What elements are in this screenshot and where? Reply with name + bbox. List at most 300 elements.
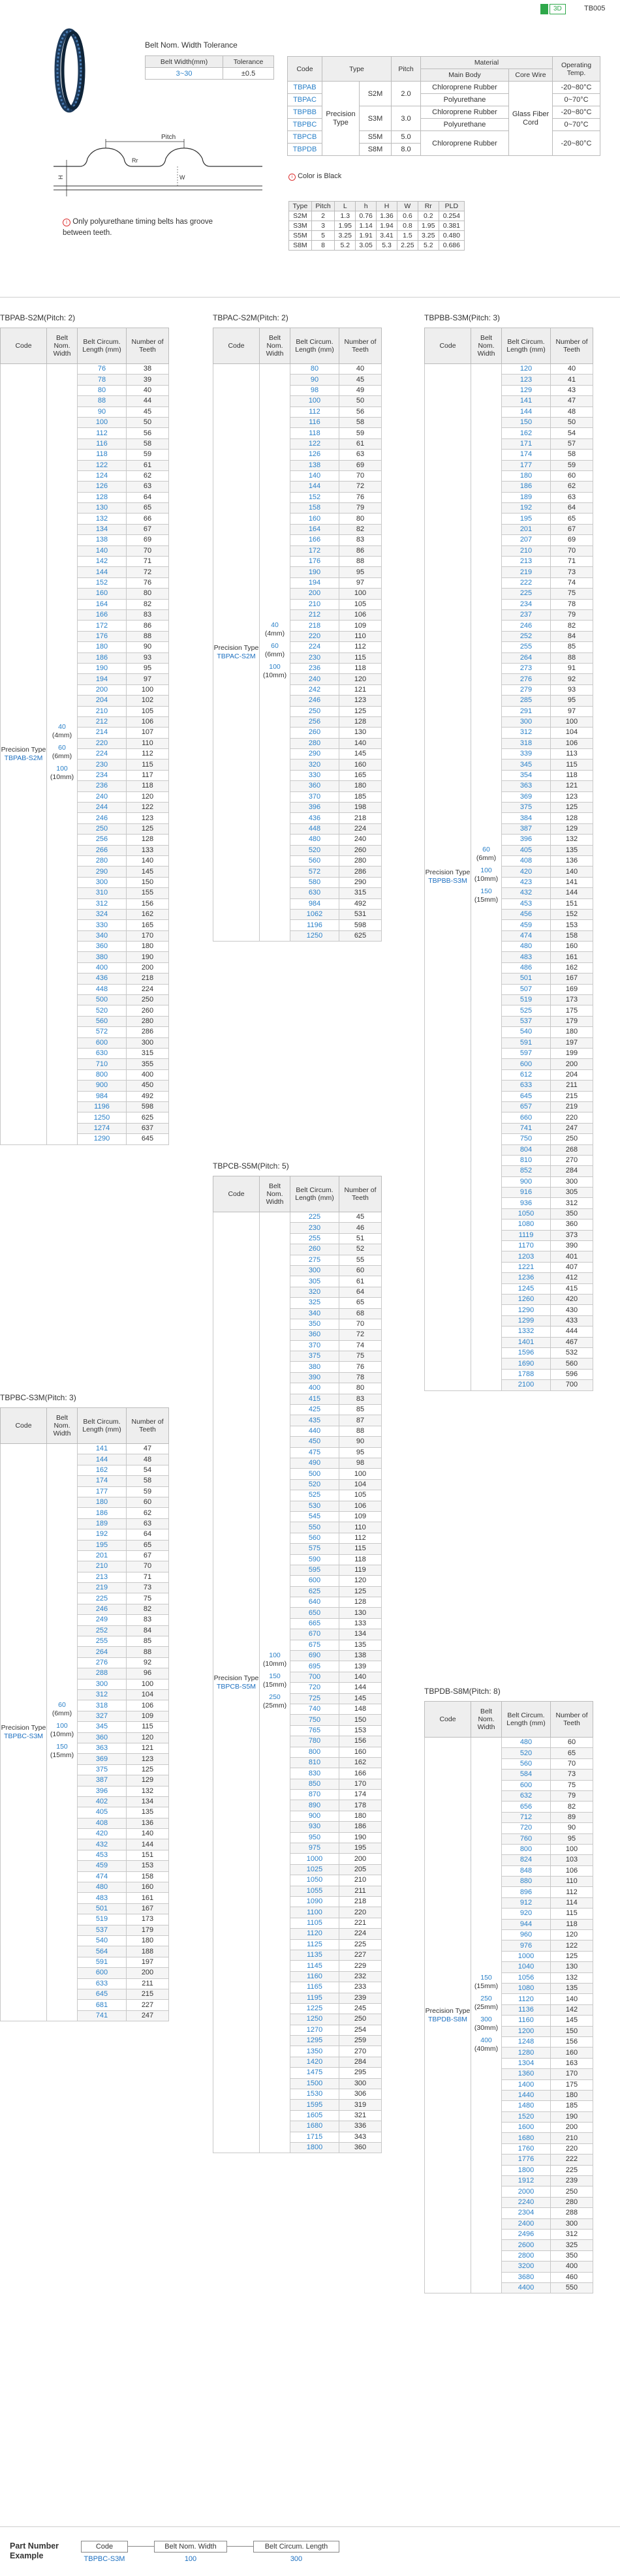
teeth-value: 109 — [339, 1511, 382, 1522]
tol-val2: ±0.5 — [223, 68, 274, 80]
teeth-value: 175 — [551, 2079, 593, 2090]
length-value: 1248 — [502, 2036, 551, 2047]
teeth-value: 65 — [127, 503, 169, 514]
dims-header: Type — [289, 202, 312, 211]
teeth-value: 88 — [551, 652, 593, 663]
length-value: 572 — [290, 866, 339, 877]
length-value: 246 — [78, 1604, 127, 1614]
teeth-value: 132 — [127, 1786, 169, 1796]
teeth-value: 197 — [127, 1957, 169, 1967]
length-value: 600 — [502, 1780, 551, 1790]
dims-cell: 1.95 — [418, 221, 439, 231]
length-value: 210 — [502, 545, 551, 556]
length-value: 436 — [78, 974, 127, 984]
dims-cell: 0.76 — [356, 211, 377, 221]
spec-h-code: Code — [288, 57, 322, 82]
length-value: 423 — [502, 877, 551, 887]
length-value: 276 — [502, 674, 551, 684]
teeth-value: 229 — [339, 1961, 382, 1971]
col-header-width: Belt Nom. Width — [471, 328, 502, 364]
length-value: 1250 — [78, 1112, 127, 1123]
length-value: 741 — [78, 2010, 127, 2021]
teeth-value: 300 — [551, 2218, 593, 2229]
teeth-value: 295 — [339, 2068, 382, 2078]
col-header-code: Code — [213, 328, 260, 364]
length-value: 1000 — [290, 1854, 339, 1864]
spec-main: Chloroprene Rubber — [421, 82, 509, 94]
teeth-value: 65 — [127, 1540, 169, 1550]
teeth-value: 105 — [127, 706, 169, 716]
length-value: 240 — [290, 674, 339, 684]
length-value: 162 — [78, 1465, 127, 1475]
length-value: 1120 — [502, 1994, 551, 2004]
teeth-value: 125 — [551, 1951, 593, 1961]
teeth-value: 100 — [339, 589, 382, 599]
length-value: 166 — [78, 609, 127, 620]
teeth-value: 90 — [127, 642, 169, 652]
teeth-value: 136 — [127, 1818, 169, 1828]
teeth-value: 110 — [551, 1877, 593, 1887]
teeth-value: 145 — [339, 749, 382, 759]
precision-type-label: Precision Type — [1, 1724, 46, 1732]
length-value: 112 — [78, 428, 127, 438]
dims-header: Rr — [418, 202, 439, 211]
length-value: 250 — [78, 823, 127, 834]
length-value: 480 — [502, 1738, 551, 1748]
teeth-value: 100 — [551, 1844, 593, 1854]
teeth-value: 156 — [127, 898, 169, 909]
dims-cell: 0.480 — [439, 231, 464, 241]
length-value: 1160 — [502, 2016, 551, 2026]
teeth-value: 82 — [551, 621, 593, 631]
width-options-cell — [471, 364, 502, 1391]
length-value: 152 — [290, 492, 339, 502]
teeth-value: 343 — [339, 2132, 382, 2142]
teeth-value: 82 — [339, 524, 382, 534]
teeth-value: 79 — [551, 609, 593, 620]
length-value: 88 — [78, 396, 127, 406]
length-value: 507 — [502, 984, 551, 994]
length-value: 675 — [290, 1640, 339, 1650]
length-value: 405 — [502, 845, 551, 855]
length-value: 474 — [78, 1871, 127, 1882]
length-value: 112 — [290, 406, 339, 417]
teeth-value: 51 — [339, 1233, 382, 1244]
precision-type-label: Precision Type — [213, 644, 259, 652]
length-value: 448 — [78, 984, 127, 994]
length-table — [213, 328, 382, 942]
length-value: 1100 — [290, 1907, 339, 1918]
length-value: 176 — [78, 631, 127, 641]
teeth-value: 98 — [339, 1458, 382, 1468]
teeth-value: 179 — [551, 1016, 593, 1026]
teeth-value: 100 — [551, 716, 593, 727]
precision-type-cell — [213, 1212, 260, 2153]
spec-temp: -20~80°C — [553, 106, 600, 119]
teeth-value: 90 — [551, 1823, 593, 1833]
length-value: 1912 — [502, 2176, 551, 2186]
length-value: 425 — [290, 1405, 339, 1415]
teeth-value: 531 — [339, 909, 382, 919]
teeth-value: 150 — [127, 877, 169, 887]
teeth-value: 64 — [551, 503, 593, 514]
length-value: 400 — [78, 962, 127, 973]
teeth-value: 247 — [551, 1123, 593, 1133]
dims-cell: 3 — [311, 221, 335, 231]
length-value: 545 — [290, 1511, 339, 1522]
length-value: 760 — [502, 1833, 551, 1844]
teeth-value: 156 — [339, 1736, 382, 1747]
teeth-value: 120 — [339, 674, 382, 684]
length-value: 219 — [502, 567, 551, 577]
length-value: 396 — [502, 835, 551, 845]
col-header-teeth: Number of Teeth — [339, 1176, 382, 1212]
teeth-value: 67 — [127, 524, 169, 534]
length-value: 330 — [78, 920, 127, 930]
table-tbpac-s2m — [213, 313, 382, 942]
teeth-value: 284 — [339, 2057, 382, 2067]
length-value: 192 — [78, 1529, 127, 1540]
length-value: 1236 — [502, 1273, 551, 1283]
teeth-value: 158 — [551, 930, 593, 941]
svg-text:W: W — [179, 174, 185, 181]
length-value: 1788 — [502, 1369, 551, 1379]
length-value: 402 — [78, 1796, 127, 1807]
spec-h-material: Material — [421, 57, 553, 69]
teeth-value: 70 — [339, 1319, 382, 1329]
length-value: 432 — [78, 1839, 127, 1850]
length-value: 1250 — [290, 2014, 339, 2025]
teeth-value: 120 — [551, 1930, 593, 1940]
length-value: 363 — [78, 1743, 127, 1753]
length-value: 725 — [290, 1693, 339, 1704]
length-value: 435 — [290, 1415, 339, 1426]
teeth-value: 104 — [127, 1689, 169, 1700]
length-value: 520 — [290, 1479, 339, 1490]
width-options-cell — [471, 1738, 502, 2293]
teeth-value: 247 — [127, 2010, 169, 2021]
teeth-value: 336 — [339, 2121, 382, 2132]
teeth-value: 130 — [339, 1608, 382, 1618]
spec-pitch: 2.0 — [392, 82, 421, 106]
spec-h-temp: Operating Temp. — [553, 57, 600, 82]
teeth-value: 64 — [127, 1529, 169, 1540]
col-header-length: Belt Circum. Length (mm) — [78, 328, 127, 364]
length-value: 219 — [78, 1583, 127, 1593]
length-value: 288 — [78, 1668, 127, 1679]
teeth-value: 102 — [127, 696, 169, 706]
teeth-value: 138 — [339, 1651, 382, 1661]
teeth-value: 97 — [339, 577, 382, 588]
length-value: 189 — [78, 1518, 127, 1529]
teeth-value: 62 — [127, 1508, 169, 1518]
length-value: 1062 — [290, 909, 339, 919]
svg-text:H: H — [57, 175, 64, 179]
teeth-value: 132 — [551, 835, 593, 845]
length-value: 1160 — [290, 1971, 339, 1982]
teeth-value: 197 — [551, 1037, 593, 1048]
length-value: 1295 — [290, 2036, 339, 2046]
teeth-value: 200 — [551, 2123, 593, 2133]
length-value: 640 — [290, 1597, 339, 1608]
length-value: 300 — [78, 1679, 127, 1689]
teeth-value: 215 — [127, 1989, 169, 1999]
teeth-value: 227 — [127, 2000, 169, 2010]
length-value: 600 — [78, 1037, 127, 1048]
teeth-value: 69 — [339, 460, 382, 470]
length-value: 4400 — [502, 2282, 551, 2293]
spec-code: TBPBC — [288, 119, 322, 131]
length-value: 1520 — [502, 2111, 551, 2122]
teeth-value: 135 — [127, 1807, 169, 1818]
teeth-value: 63 — [339, 450, 382, 460]
length-value: 300 — [502, 716, 551, 727]
length-value: 330 — [290, 770, 339, 780]
length-value: 2496 — [502, 2229, 551, 2239]
teeth-value: 95 — [339, 567, 382, 577]
length-value: 560 — [290, 855, 339, 866]
teeth-value: 67 — [127, 1550, 169, 1561]
teeth-value: 210 — [551, 2133, 593, 2143]
teeth-value: 144 — [339, 1683, 382, 1693]
teeth-value: 70 — [551, 1758, 593, 1769]
length-value: 657 — [502, 1101, 551, 1112]
teeth-value: 125 — [551, 803, 593, 813]
length-value: 230 — [290, 1223, 339, 1233]
dims-cell: 5 — [311, 231, 335, 241]
example-box-width: Belt Nom. Width — [154, 2541, 227, 2553]
teeth-value: 66 — [127, 514, 169, 524]
teeth-value: 71 — [127, 1572, 169, 1582]
teeth-value: 162 — [127, 909, 169, 919]
width-option: 100 (10mm) — [474, 866, 499, 883]
spec-pitch: 8.0 — [392, 144, 421, 156]
teeth-value: 140 — [127, 1829, 169, 1839]
dims-cell: 5.2 — [335, 241, 356, 251]
length-value: 230 — [290, 652, 339, 663]
length-table — [424, 328, 593, 1391]
dims-cell: 1.95 — [335, 221, 356, 231]
dims-cell: 8 — [311, 241, 335, 251]
length-value: 320 — [290, 1287, 339, 1297]
table-tbpcb-s5m — [213, 1161, 382, 2153]
length-value: 214 — [78, 728, 127, 738]
length-value: 1475 — [290, 2068, 339, 2078]
length-value: 327 — [78, 1711, 127, 1721]
length-value: 164 — [290, 524, 339, 534]
length-value: 186 — [78, 1508, 127, 1518]
length-value: 152 — [78, 577, 127, 588]
teeth-value: 59 — [127, 450, 169, 460]
teeth-value: 76 — [339, 1362, 382, 1372]
teeth-value: 150 — [551, 2026, 593, 2036]
length-value: 220 — [290, 631, 339, 641]
teeth-value: 220 — [339, 1907, 382, 1918]
length-value: 162 — [502, 428, 551, 438]
length-value: 1025 — [290, 1864, 339, 1875]
badge-3d[interactable]: 3D — [550, 4, 566, 14]
teeth-value: 148 — [339, 1704, 382, 1714]
teeth-value: 82 — [127, 599, 169, 609]
length-value: 312 — [502, 728, 551, 738]
length-value: 244 — [78, 803, 127, 813]
dims-cell: 5.2 — [418, 241, 439, 251]
length-value: 118 — [290, 428, 339, 438]
teeth-value: 71 — [127, 557, 169, 567]
teeth-value: 85 — [127, 1636, 169, 1647]
teeth-value: 119 — [339, 1565, 382, 1575]
length-value: 246 — [78, 813, 127, 823]
teeth-value: 120 — [127, 1732, 169, 1743]
length-value: 312 — [78, 1689, 127, 1700]
teeth-value: 41 — [551, 375, 593, 385]
precision-type-cell — [425, 364, 471, 1391]
length-value: 174 — [502, 450, 551, 460]
teeth-value: 134 — [127, 1796, 169, 1807]
dims-cell: 0.2 — [418, 211, 439, 221]
teeth-value: 160 — [551, 942, 593, 952]
table-tbpab-s2m — [0, 313, 169, 1145]
precision-type-label: Precision Type — [1, 745, 46, 754]
teeth-value: 200 — [339, 1854, 382, 1864]
teeth-value: 185 — [551, 2101, 593, 2111]
teeth-value: 70 — [127, 1561, 169, 1572]
teeth-value: 645 — [127, 1134, 169, 1144]
teeth-value: 130 — [339, 728, 382, 738]
length-value: 256 — [290, 716, 339, 727]
length-value: 810 — [290, 1757, 339, 1768]
teeth-value: 112 — [339, 642, 382, 652]
dims-cell: S2M — [289, 211, 312, 221]
length-value: 280 — [78, 855, 127, 866]
length-value: 440 — [290, 1426, 339, 1436]
length-value: 225 — [78, 1593, 127, 1604]
length-value: 276 — [78, 1657, 127, 1668]
teeth-value: 45 — [127, 406, 169, 417]
teeth-value: 95 — [551, 1833, 593, 1844]
length-value: 252 — [502, 631, 551, 641]
width-option: 60 (6mm) — [52, 743, 72, 760]
teeth-value: 150 — [339, 1715, 382, 1725]
spec-table — [287, 56, 600, 156]
teeth-value: 79 — [339, 503, 382, 514]
length-value: 780 — [290, 1736, 339, 1747]
dims-table — [288, 201, 465, 251]
teeth-value: 110 — [339, 1522, 382, 1533]
teeth-value: 58 — [339, 417, 382, 427]
length-value: 212 — [290, 609, 339, 620]
col-header-width: Belt Nom. Width — [47, 1408, 78, 1444]
teeth-value: 58 — [551, 450, 593, 460]
dims-cell: 3.05 — [356, 241, 377, 251]
length-value: 200 — [78, 684, 127, 695]
teeth-value: 284 — [551, 1166, 593, 1176]
teeth-value: 92 — [551, 674, 593, 684]
teeth-value: 117 — [127, 770, 169, 780]
teeth-value: 205 — [339, 1864, 382, 1875]
teeth-value: 128 — [339, 1597, 382, 1608]
length-value: 560 — [78, 1016, 127, 1026]
length-value: 138 — [78, 535, 127, 545]
length-value: 134 — [78, 524, 127, 534]
length-value: 180 — [502, 470, 551, 481]
table-tbpbc-s3m — [0, 1393, 169, 2021]
teeth-value: 60 — [339, 1265, 382, 1276]
teeth-value: 97 — [551, 706, 593, 716]
length-value: 912 — [502, 1897, 551, 1908]
teeth-value: 190 — [551, 2111, 593, 2122]
teeth-value: 306 — [339, 2089, 382, 2100]
length-value: 1299 — [502, 1315, 551, 1326]
teeth-value: 700 — [551, 1380, 593, 1390]
length-value: 340 — [290, 1308, 339, 1319]
teeth-value: 165 — [127, 920, 169, 930]
teeth-value: 160 — [551, 2047, 593, 2058]
dims-cell: S8M — [289, 241, 312, 251]
teeth-value: 135 — [551, 1983, 593, 1993]
spec-temp: 0~70°C — [553, 119, 600, 131]
length-value: 354 — [502, 770, 551, 780]
width-option: 250 (25mm) — [474, 1994, 499, 2011]
teeth-value: 142 — [551, 2004, 593, 2015]
width-options-cell — [47, 1444, 78, 2021]
teeth-value: 625 — [127, 1112, 169, 1123]
length-value: 1145 — [290, 1961, 339, 1971]
teeth-value: 128 — [551, 813, 593, 823]
length-value: 118 — [78, 450, 127, 460]
teeth-value: 84 — [127, 1625, 169, 1636]
length-value: 250 — [290, 706, 339, 716]
teeth-value: 133 — [127, 845, 169, 855]
col-header-code: Code — [425, 1702, 471, 1738]
length-value: 363 — [502, 781, 551, 791]
length-value: 390 — [290, 1372, 339, 1383]
length-value: 1715 — [290, 2132, 339, 2142]
length-value: 456 — [502, 909, 551, 919]
teeth-value: 82 — [127, 1604, 169, 1614]
table-title: TBPBB-S3M(Pitch: 3) — [424, 313, 501, 322]
teeth-value: 218 — [339, 813, 382, 823]
teeth-value: 153 — [339, 1725, 382, 1736]
length-value: 360 — [290, 781, 339, 791]
length-value: 242 — [290, 684, 339, 695]
teeth-value: 220 — [551, 1112, 593, 1123]
teeth-value: 151 — [551, 898, 593, 909]
teeth-value: 596 — [551, 1369, 593, 1379]
teeth-value: 550 — [551, 2282, 593, 2293]
length-value: 630 — [290, 888, 339, 898]
teeth-value: 89 — [551, 1812, 593, 1822]
spec-core: Glass Fiber Cord — [509, 82, 553, 156]
length-value: 960 — [502, 1930, 551, 1940]
dims-cell: 3.25 — [335, 231, 356, 241]
length-value: 1056 — [502, 1972, 551, 1983]
length-value: 1760 — [502, 2143, 551, 2154]
length-value: 164 — [78, 599, 127, 609]
length-value: 177 — [502, 460, 551, 470]
length-value: 138 — [290, 460, 339, 470]
length-value: 656 — [502, 1802, 551, 1812]
type-code: TBPBC-S3M — [3, 1732, 44, 1741]
length-value: 160 — [290, 514, 339, 524]
teeth-value: 140 — [127, 855, 169, 866]
spec-h-core: Core Wire — [509, 69, 553, 82]
teeth-value: 215 — [551, 1091, 593, 1101]
spec-h-pitch: Pitch — [392, 57, 421, 82]
length-value: 76 — [78, 364, 127, 375]
length-value: 380 — [78, 952, 127, 962]
teeth-value: 350 — [551, 1208, 593, 1219]
